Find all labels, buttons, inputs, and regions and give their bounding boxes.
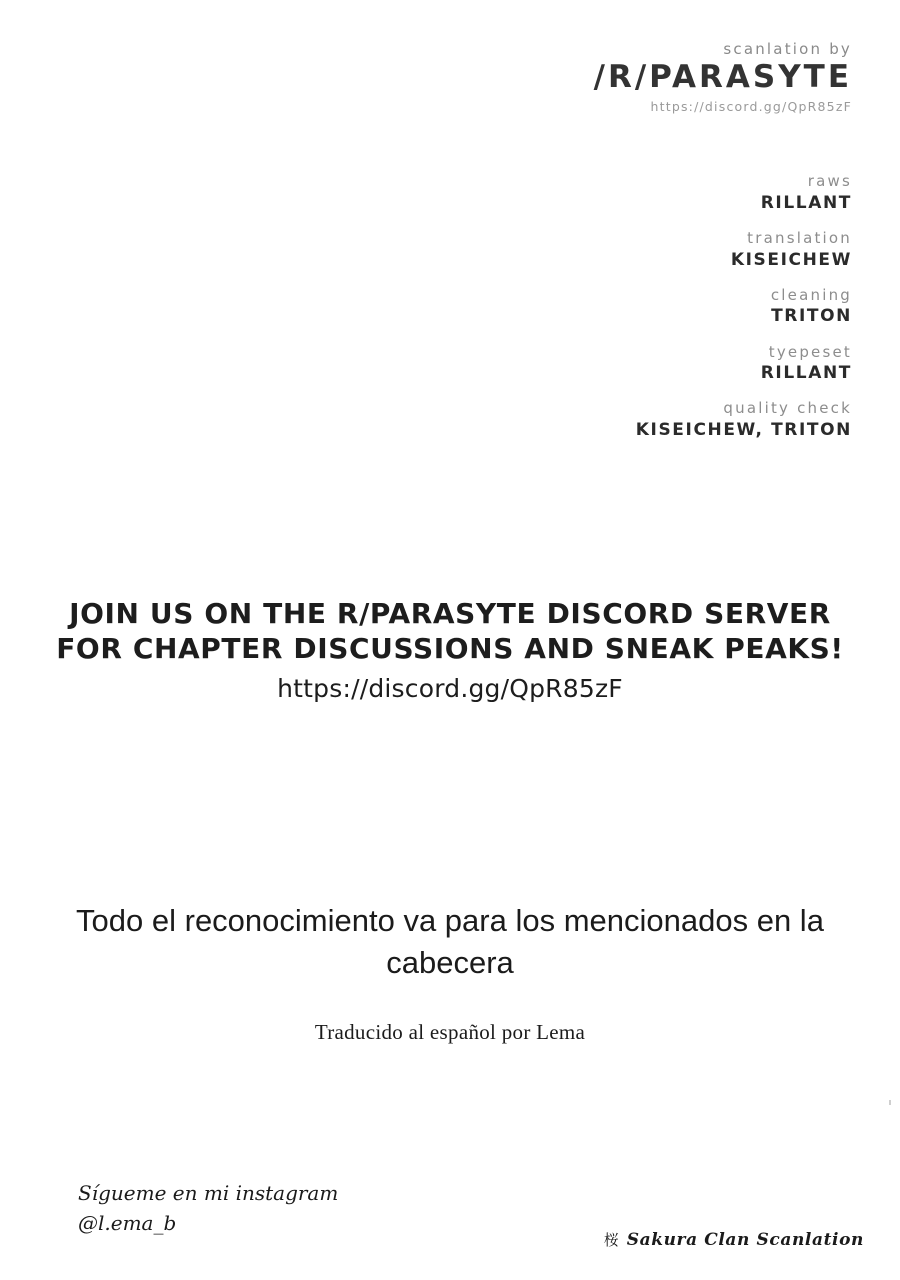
scanlation-header: [594, 42, 852, 113]
credit-name: RILLANT: [760, 192, 852, 213]
credit-row: [636, 229, 852, 271]
instagram-credit: [78, 1178, 338, 1238]
spanish-credit-main: Todo el reconocimiento va para los mencionados en la cabecera: [76, 903, 824, 980]
credit-role: translation: [747, 228, 852, 247]
instagram-handle: @l.ema_b: [78, 1211, 177, 1235]
credits-list: [636, 172, 852, 456]
discord-callout: [0, 596, 900, 703]
spanish-credit-block: [0, 900, 900, 1045]
group-signature: [604, 1229, 864, 1250]
spanish-translator-credit: Traducido al español por Lema: [314, 1019, 586, 1044]
credit-name: TRITON: [771, 306, 852, 327]
callout-line-1: JOIN US ON THE R/PARASYTE DISCORD SERVER: [69, 597, 831, 630]
credit-row: [636, 343, 852, 385]
signature-text: Sakura Clan Scanlation: [626, 1229, 864, 1250]
credit-row: [636, 286, 852, 328]
callout-line-2: FOR CHAPTER DISCUSSIONS AND SNEAK PEAKS!: [56, 632, 844, 665]
page-speck: [889, 1100, 891, 1105]
credit-row: [636, 399, 852, 441]
credit-name: KISEICHEW, TRITON: [635, 420, 852, 441]
sakura-glyph-icon: 桜: [603, 1231, 619, 1249]
scanlation-discord-url: https://discord.gg/QpR85zF: [650, 99, 852, 115]
credit-name: KISEICHEW: [730, 249, 852, 270]
scanlation-group-name: /R/PARASYTE: [593, 58, 852, 95]
callout-discord-url: https://discord.gg/QpR85zF: [277, 674, 623, 703]
credit-role: raws: [807, 172, 852, 190]
credit-role: cleaning: [770, 285, 852, 304]
scanlation-by-label: scanlation by: [723, 40, 852, 58]
credit-role: tyepeset: [768, 342, 852, 361]
credit-name: RILLANT: [760, 363, 852, 384]
credit-row: [636, 172, 852, 214]
credit-role: quality check: [723, 399, 852, 418]
instagram-line-1: Sígueme en mi instagram: [78, 1181, 339, 1205]
